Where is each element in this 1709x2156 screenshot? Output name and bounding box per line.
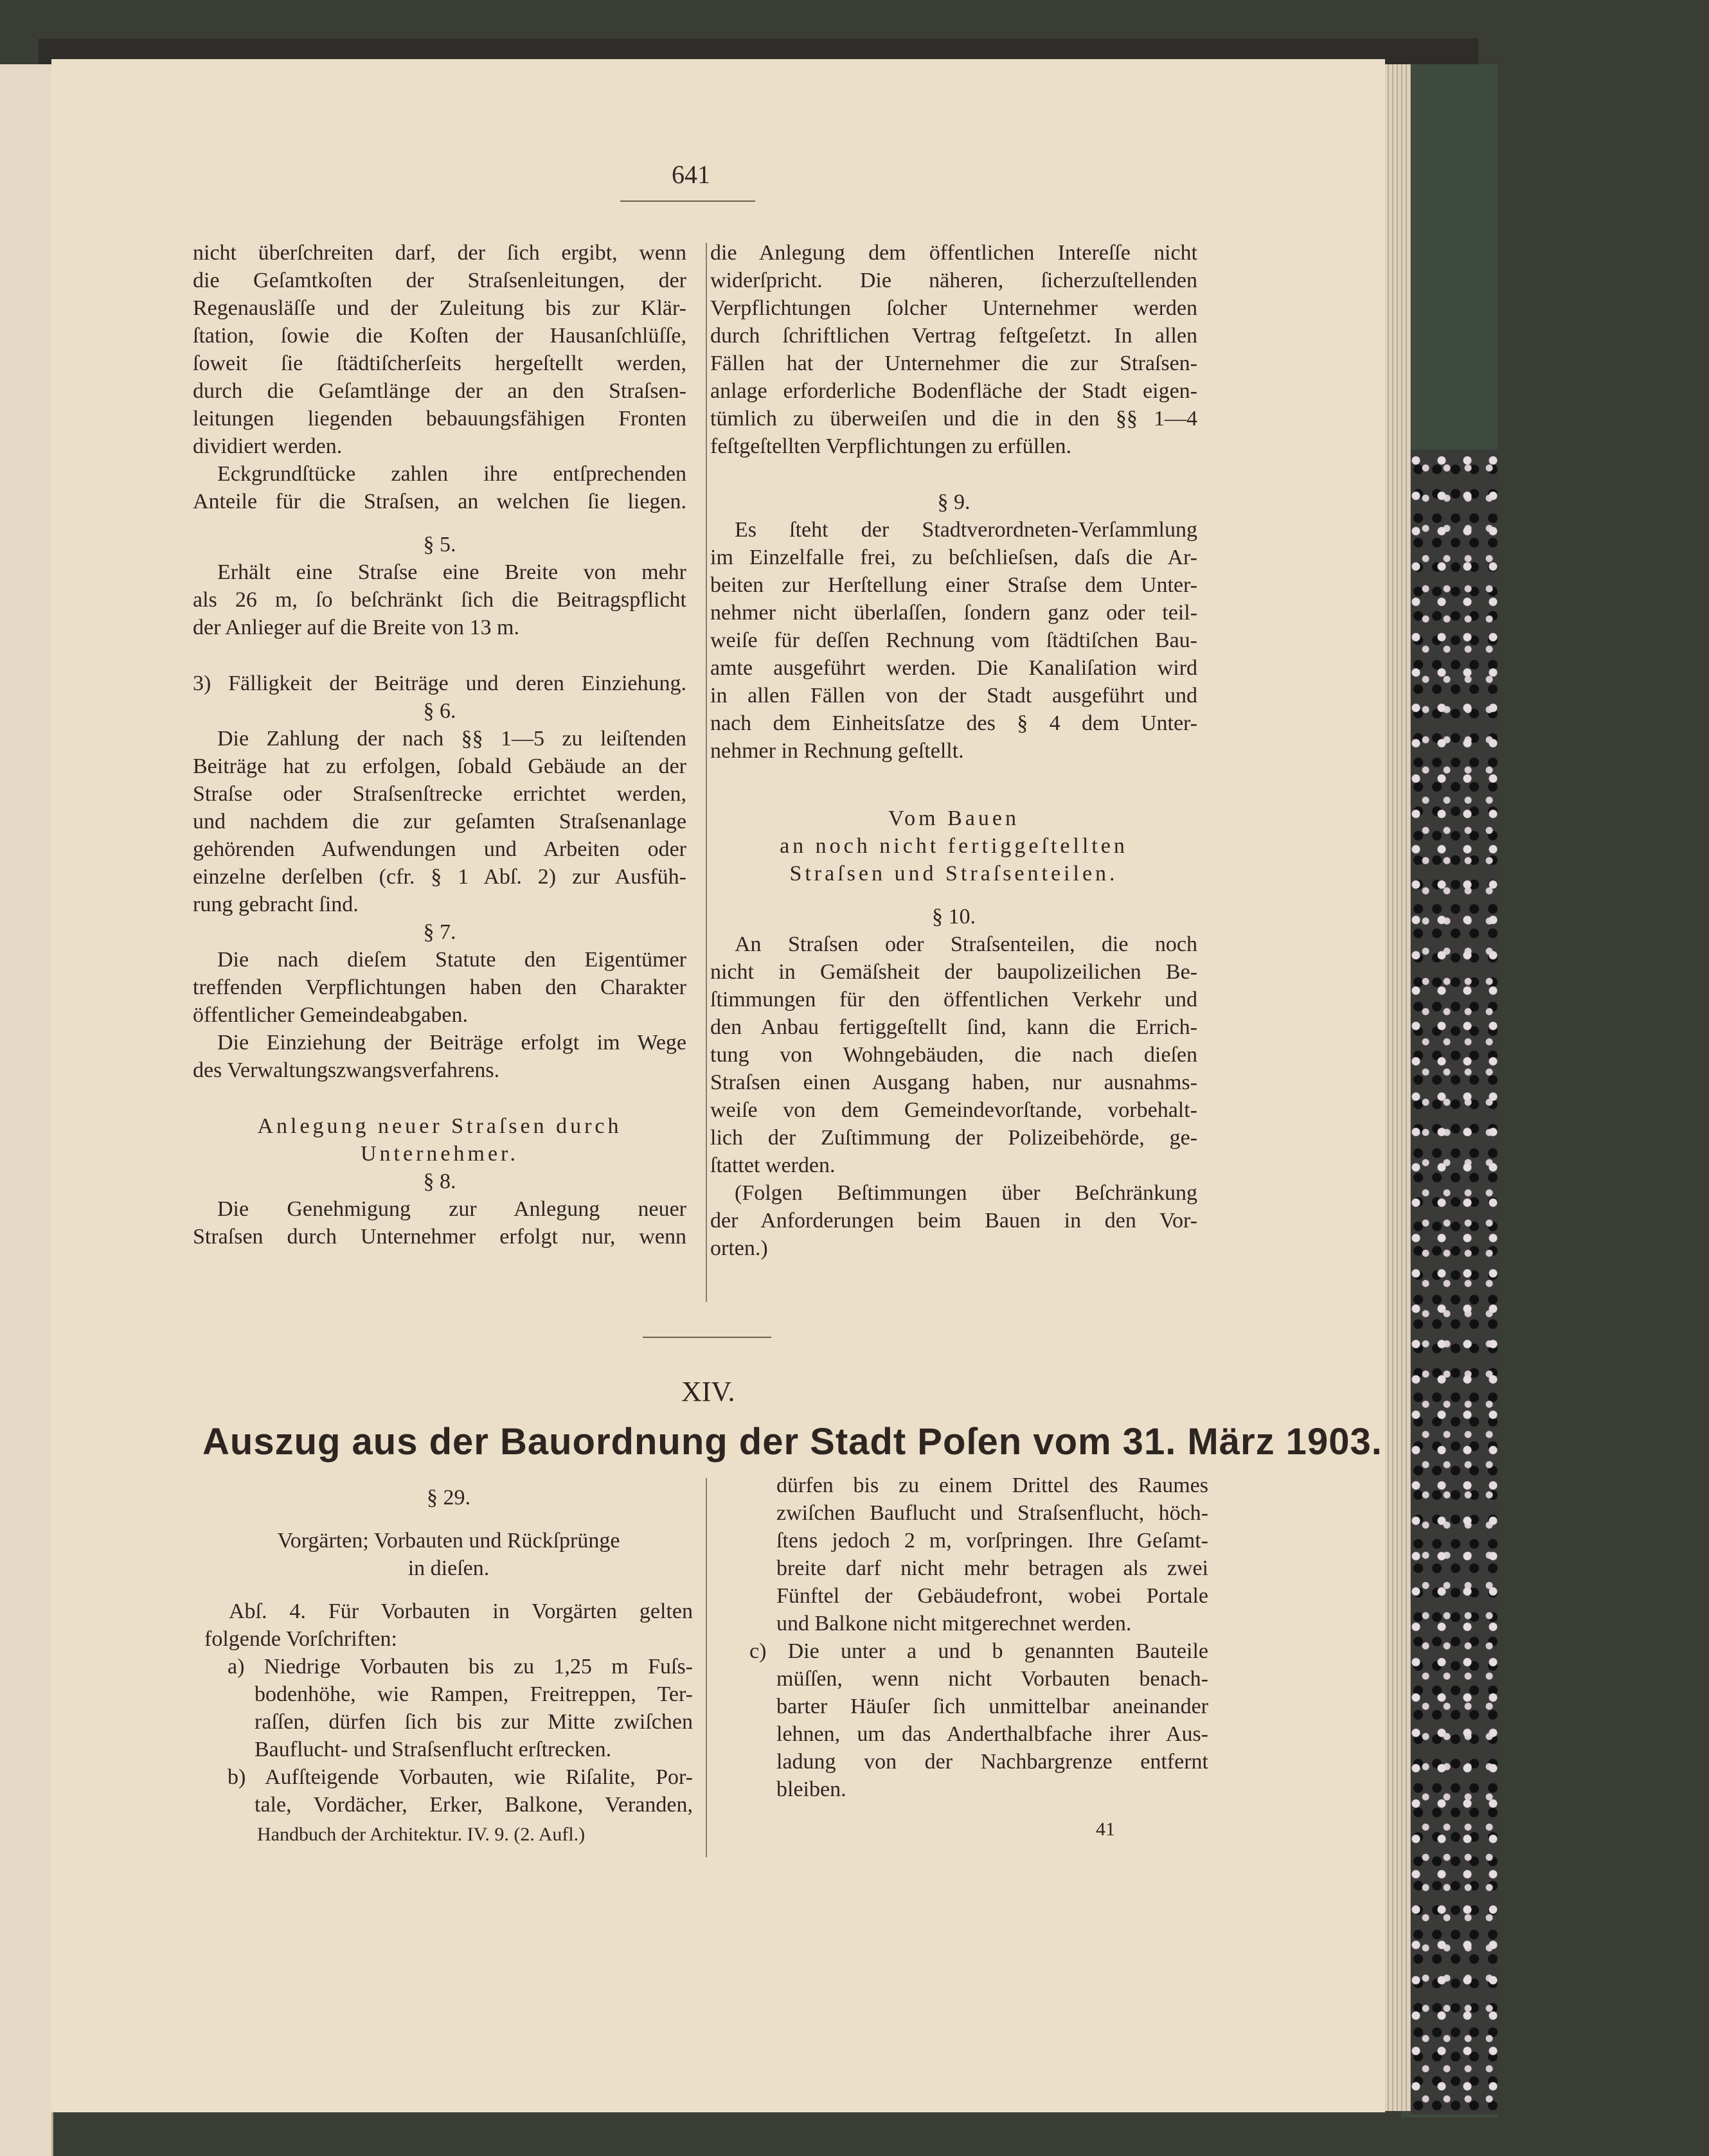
text-line: orten.): [710, 1236, 768, 1260]
column-right-top: [710, 239, 1197, 1262]
text-line: ſtens jedoch 2 m, vorſpringen. Ihre Geſamt-: [776, 1529, 1208, 1553]
text-line: tung von Wohngebäuden, die nach dieſen: [710, 1043, 1197, 1067]
text-line: des Verwaltungszwangsverfahrens.: [193, 1058, 500, 1082]
text-line: Anteile für die Straſsen, an welchen ſie liegen.: [193, 490, 686, 513]
page-number: 641: [672, 160, 710, 189]
column-left-top: [193, 239, 686, 1251]
text-line: Straſse oder Straſsenſtrecke errichtet werden,: [193, 782, 686, 806]
marbled-cover-edge: [1411, 450, 1498, 2114]
text-line: ſtimmungen für den öffentlichen Verkehr und: [710, 988, 1197, 1011]
subheading: in dieſen.: [407, 1556, 490, 1580]
text-line: müſſen, wenn nicht Vorbauten benach-: [776, 1667, 1208, 1691]
text-line: Die Genehmigung zur Anlegung neuer: [217, 1197, 686, 1221]
section-title: Auszug aus der Bauordnung der Stadt Poſen vom 31. März 1903.: [202, 1421, 1382, 1463]
text-line: lich der Zuſtimmung der Polizeibehörde, ge-: [710, 1126, 1197, 1150]
text-line: An Straſsen oder Straſsenteilen, die noch: [735, 932, 1197, 956]
text-line: gehörenden Aufwendungen und Arbeiten oder: [193, 837, 686, 861]
text-line: bodenhöhe, wie Rampen, Freitreppen, Ter-: [255, 1682, 693, 1706]
section-heading: § 6.: [423, 699, 456, 723]
column-left-bottom: [204, 1484, 693, 1819]
text-line: treffenden Verpflichtungen haben den Charakter: [193, 976, 686, 999]
text-line: der Anlieger auf die Breite von 13 m.: [193, 616, 519, 639]
text-line: rung gebracht ſind.: [193, 893, 359, 916]
text-line: tümlich zu überweiſen und die in den §§ 1—4: [710, 407, 1197, 431]
subheading: 3) Fälligkeit der Beiträge und deren Einziehung.: [193, 672, 686, 695]
text-line: Verpflichtungen ſolcher Unternehmer werden: [710, 296, 1197, 320]
section-heading: § 9.: [937, 490, 971, 514]
text-line: lehnen, um das Anderthalbfache ihrer Aus-: [776, 1722, 1208, 1746]
text-line: beiten zur Herſtellung einer Straſse dem Unter-: [710, 573, 1197, 597]
text-line: weiſe von dem Gemeindevorſtande, vorbehalt-: [710, 1098, 1197, 1122]
text-line: leitungen liegenden bebauungsfähigen Fronten: [193, 407, 686, 431]
text-line: einzelne derſelben (cfr. § 1 Abſ. 2) zur Ausfüh-: [193, 865, 686, 889]
text-line: dürfen bis zu einem Drittel des Raumes: [776, 1474, 1208, 1497]
text-line: Fällen hat der Unternehmer die zur Straſsen-: [710, 352, 1197, 375]
text-line: in allen Fällen von der Stadt ausgeführt und: [710, 684, 1197, 708]
subheading: an noch nicht fertiggeſtellten: [780, 834, 1128, 858]
section-heading: § 5.: [423, 533, 456, 557]
text-line: (Folgen Beſtimmungen über Beſchränkung: [735, 1181, 1197, 1205]
text-line: Erhält eine Straſse eine Breite von mehr: [217, 560, 686, 584]
text-line: ladung von der Nachbargrenze entfernt: [776, 1750, 1208, 1774]
left-page-edge: [0, 64, 53, 2156]
text-line: tale, Vordächer, Erker, Balkone, Veranden,: [255, 1793, 693, 1817]
text-line: Straſsen durch Unternehmer erfolgt nur, wenn: [193, 1225, 686, 1249]
text-line: zwiſchen Bauflucht und Straſsenflucht, höch-: [776, 1501, 1208, 1525]
text-line: durch ſchriftlichen Vertrag feſtgeſetzt. In allen: [710, 324, 1197, 348]
text-line: nicht überſchreiten darf, der ſich ergibt, wenn: [193, 241, 686, 265]
subheading: Anlegung neuer Straſsen durch: [257, 1114, 622, 1138]
signature-mark: 41: [1096, 1819, 1115, 1840]
text-line: den Anbau fertiggeſtellt ſind, kann die Errich-: [710, 1015, 1197, 1039]
text-line: Straſsen einen Ausgang haben, nur ausnahms-: [710, 1071, 1197, 1094]
header-rule: [620, 200, 755, 202]
text-line: weiſe für deſſen Rechnung vom ſtädtiſchen Bau-: [710, 628, 1197, 652]
text-line: und Balkone nicht mitgerechnet werden.: [776, 1612, 1132, 1635]
subheading: Vom Bauen: [888, 806, 1019, 830]
text-line: ſtattet werden.: [710, 1154, 836, 1177]
list-item: b) Aufſteigende Vorbauten, wie Riſalite, Por-: [228, 1765, 693, 1789]
text-line: Eckgrundſtücke zahlen ihre entſprechenden: [217, 462, 686, 486]
footer-citation: Handbuch der Architektur. IV. 9. (2. Aufl.): [257, 1824, 586, 1845]
text-line: Abſ. 4. Für Vorbauten in Vorgärten gelten: [229, 1599, 693, 1623]
text-line: der Anforderungen beim Bauen in den Vor-: [710, 1209, 1197, 1233]
subheading: Straſsen und Straſsenteilen.: [789, 862, 1118, 886]
text-line: Beiträge hat zu erfolgen, ſobald Gebäude an der: [193, 754, 686, 778]
section-heading: § 29.: [427, 1486, 470, 1510]
text-line: nehmer in Rechnung geſtellt.: [710, 739, 964, 763]
text-line: dividiert werden.: [193, 434, 343, 458]
text-line: als 26 m, ſo beſchränkt ſich die Beitragspflicht: [193, 588, 686, 612]
section-heading: § 8.: [423, 1170, 456, 1193]
text-line: Die Einziehung der Beiträge erfolgt im Wege: [217, 1031, 686, 1055]
text-line: amte ausgeführt werden. Die Kanaliſation wird: [710, 656, 1197, 680]
text-line: durch die Geſamtlänge der an den Straſsen-: [193, 379, 686, 403]
text-line: Regenausläſſe und der Zuleitung bis zur Klär-: [193, 296, 686, 320]
column-rule-top: [706, 243, 707, 1302]
text-line: Fünftel der Gebäudefront, wobei Portale: [776, 1584, 1208, 1608]
text-line: Die Zahlung der nach §§ 1—5 zu leiſtenden: [217, 727, 686, 751]
text-line: nach dem Einheitsſatze des § 4 dem Unter-: [710, 711, 1197, 735]
text-line: ſtation, ſowie die Koſten der Hausanſchlüſſe,: [193, 324, 686, 348]
text-line: die Geſamtkoſten der Straſsenleitungen, der: [193, 269, 686, 292]
section-number: XIV.: [681, 1376, 735, 1407]
text-line: Es ſteht der Stadtverordneten-Verſammlung: [735, 518, 1197, 542]
text-line: bleiben.: [776, 1777, 846, 1801]
text-line: anlage erforderliche Bodenfläche der Stadt eigen-: [710, 379, 1197, 403]
column-rule-bottom: [706, 1478, 707, 1857]
list-item: a) Niedrige Vorbauten bis zu 1,25 m Fuſs-: [228, 1655, 693, 1679]
text-line: breite darf nicht mehr betragen als zwei: [776, 1556, 1208, 1580]
text-line: nehmer nicht überlaſſen, ſondern ganz oder teil-: [710, 601, 1197, 625]
section-separator: [643, 1337, 771, 1338]
text-line: im Einzelfalle frei, zu beſchlieſsen, daſs die Ar-: [710, 546, 1197, 569]
text-line: ſoweit ſie ſtädtiſcherſeits hergeſtellt werden,: [193, 352, 686, 375]
text-line: Die nach dieſem Statute den Eigentümer: [217, 948, 686, 972]
text-line: nicht in Gemäſsheit der baupolizeilichen Be-: [710, 960, 1197, 984]
text-line: und nachdem die zur geſamten Straſsenanlage: [193, 810, 686, 833]
text-line: raſſen, dürfen ſich bis zur Mitte zwiſchen: [255, 1710, 693, 1734]
subheading: Unternehmer.: [361, 1142, 519, 1166]
text-line: Bauflucht- und Straſsenflucht erſtrecken.: [255, 1738, 612, 1761]
section-heading: § 7.: [423, 920, 456, 944]
text-line: folgende Vorſchriften:: [204, 1627, 397, 1651]
column-right-bottom: [739, 1472, 1208, 1803]
text-line: öffentlicher Gemeindeabgaben.: [193, 1003, 468, 1027]
text-line: barter Häuſer ſich unmittelbar aneinander: [776, 1695, 1208, 1718]
text-line: feſtgeſtellten Verpflichtungen zu erfüllen.: [710, 434, 1072, 458]
subheading: Vorgärten; Vorbauten und Rückſprünge: [277, 1529, 620, 1553]
text-line: widerſpricht. Die näheren, ſicherzuſtellenden: [710, 269, 1197, 292]
text-line: die Anlegung dem öffentlichen Intereſſe nicht: [710, 241, 1197, 265]
list-item: c) Die unter a und b genannten Bauteile: [749, 1639, 1208, 1663]
section-heading: § 10.: [932, 905, 976, 929]
